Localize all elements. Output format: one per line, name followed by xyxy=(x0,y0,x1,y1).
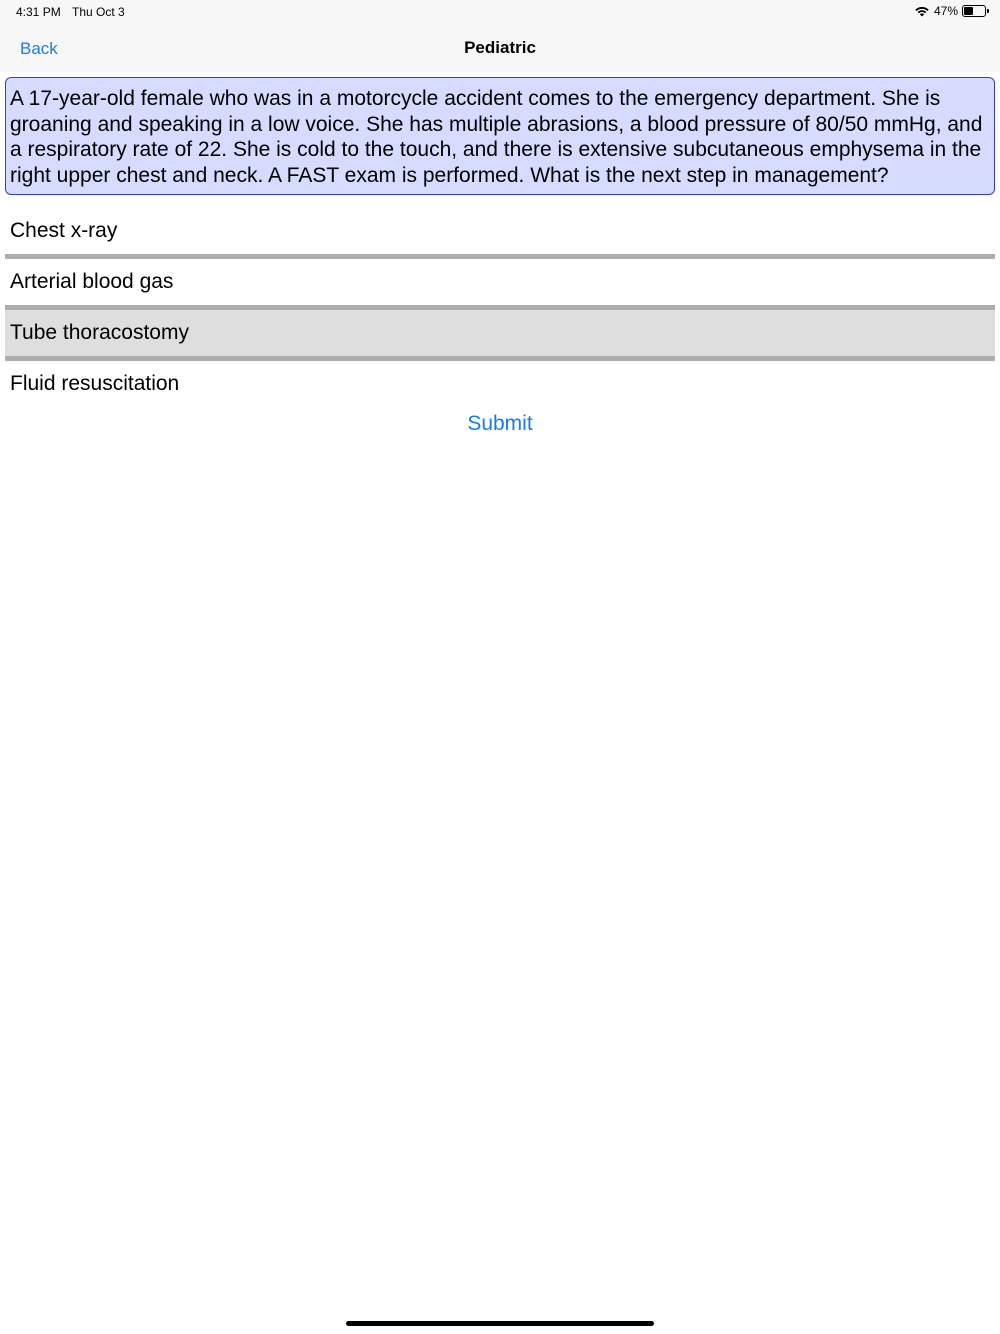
answer-option-tube-thoracostomy[interactable] xyxy=(5,310,995,356)
status-date: Thu Oct 3 xyxy=(72,5,125,19)
submit-button[interactable]: Submit xyxy=(467,412,533,435)
answer-label: Chest x-ray xyxy=(10,219,118,242)
answer-label: Arterial blood gas xyxy=(10,270,174,293)
answer-list xyxy=(5,208,995,407)
home-indicator[interactable] xyxy=(346,1321,654,1326)
answer-option-chest-x-ray[interactable] xyxy=(5,208,995,254)
answer-option-fluid-resuscitation[interactable] xyxy=(5,361,995,407)
question-text: A 17-year-old female who was in a motorcycle accident comes to the emergency department. She is groaning and speaking in a low voice. She has multiple abrasions, a blood pressure of 80/50 mmHg, and a respiratory rate of 22. She is cold to the touch, and there is extensive subcutaneous emphysema in the right upper chest and neck. A FAST exam is performed. What is the next step in management? xyxy=(5,77,995,195)
back-button[interactable]: Back xyxy=(20,39,58,58)
status-bar xyxy=(0,0,1000,24)
answer-label: Tube thoracostomy xyxy=(10,321,189,344)
answer-option-arterial-blood-gas[interactable] xyxy=(5,259,995,305)
battery-tip xyxy=(987,9,989,13)
wifi-icon xyxy=(914,5,930,17)
status-right xyxy=(914,4,986,18)
page-title: Pediatric xyxy=(464,38,536,57)
nav-bar xyxy=(0,24,1000,72)
battery-fill xyxy=(964,7,973,15)
status-time: 4:31 PM xyxy=(16,5,61,19)
answer-label: Fluid resuscitation xyxy=(10,372,180,395)
battery-percent: 47% xyxy=(933,4,958,18)
battery-icon xyxy=(962,5,986,17)
